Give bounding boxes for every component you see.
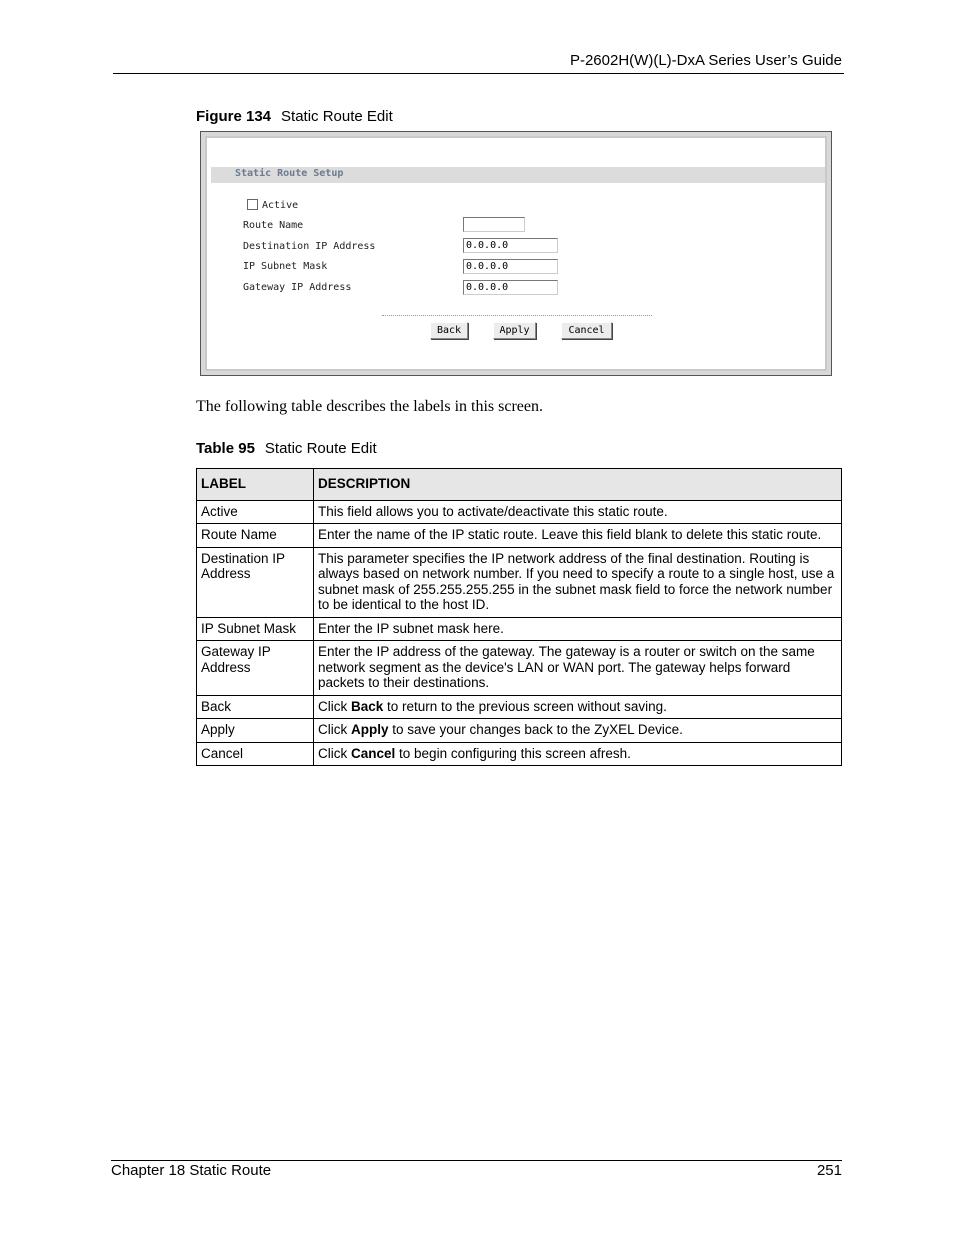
subnet-mask-input[interactable]: 0.0.0.0 — [463, 259, 558, 274]
table-row — [197, 547, 842, 617]
row-label: Apply — [197, 719, 314, 743]
figure-caption — [196, 108, 393, 125]
footer-rule — [111, 1160, 842, 1161]
section-title: Static Route Setup — [235, 168, 344, 179]
row-label: Gateway IP Address — [197, 641, 314, 696]
row-label: Route Name — [197, 524, 314, 548]
row-description: Enter the IP subnet mask here. — [314, 617, 842, 641]
active-label: Active — [262, 200, 299, 211]
desc-text: to begin configuring this screen afresh. — [395, 745, 631, 761]
route-name-input[interactable] — [463, 217, 525, 232]
table-caption-label: Table 95 — [196, 440, 255, 457]
table-row — [197, 500, 842, 524]
row-label: Back — [197, 695, 314, 719]
static-route-edit-figure — [200, 131, 832, 376]
button-separator — [382, 315, 652, 316]
header-rule — [113, 73, 844, 74]
label-description-table — [196, 468, 842, 766]
apply-button[interactable]: Apply — [493, 322, 536, 339]
figure-panel — [205, 136, 827, 371]
intro-paragraph: The following table describes the labels in this screen. — [196, 398, 544, 415]
route-name-label: Route Name — [243, 220, 304, 231]
page-header-title: P-2602H(W)(L)-DxA Series User’s Guide — [569, 52, 842, 69]
row-description — [314, 742, 842, 766]
table-row — [197, 719, 842, 743]
row-description: This parameter specifies the IP network address of the final destination. Routing is always based on network number. If you need to specify a route to a single host, use a subnet mask of 255.255.255.255 in the subnet mask field to force the network number to be identical to the host ID. — [314, 547, 842, 617]
desc-bold-term: Back — [351, 698, 384, 714]
footer-chapter: Chapter 18 Static Route — [111, 1162, 272, 1179]
destination-ip-label: Destination IP Address — [243, 241, 376, 252]
row-description: Enter the name of the IP static route. Leave this field blank to delete this static route. — [314, 524, 842, 548]
row-label: Active — [197, 500, 314, 524]
figure-caption-text: Static Route Edit — [281, 108, 393, 125]
desc-text: Click — [318, 698, 351, 714]
desc-text: to save your changes back to the ZyXEL Device. — [388, 722, 683, 737]
desc-bold-term: Apply — [351, 722, 389, 737]
row-label: IP Subnet Mask — [197, 617, 314, 641]
table-caption-text: Static Route Edit — [264, 440, 377, 457]
table-row — [197, 524, 842, 548]
description-column-header: DESCRIPTION — [314, 469, 842, 501]
table-row — [197, 742, 842, 766]
row-description — [314, 695, 842, 719]
gateway-ip-input[interactable]: 0.0.0.0 — [463, 280, 558, 295]
table-header-row — [197, 469, 842, 501]
section-header-bar — [211, 167, 825, 183]
table-caption — [196, 440, 377, 457]
row-label: Cancel — [197, 742, 314, 766]
destination-ip-input[interactable]: 0.0.0.0 — [463, 238, 558, 253]
active-checkbox[interactable] — [247, 199, 258, 210]
back-button[interactable]: Back — [430, 322, 468, 339]
cancel-button[interactable]: Cancel — [561, 322, 612, 339]
desc-bold-term: Cancel — [351, 745, 396, 761]
row-label: Destination IP Address — [197, 547, 314, 617]
table-row — [197, 617, 842, 641]
desc-text: Click — [318, 722, 351, 737]
subnet-mask-label: IP Subnet Mask — [243, 261, 328, 272]
label-column-header: LABEL — [197, 469, 314, 501]
desc-text: to return to the previous screen without saving. — [383, 698, 667, 714]
footer-page-number: 251 — [816, 1162, 842, 1179]
row-description: This field allows you to activate/deactivate this static route. — [314, 500, 842, 524]
table-row — [197, 695, 842, 719]
gateway-ip-label: Gateway IP Address — [243, 282, 352, 293]
row-description — [314, 719, 842, 743]
desc-text: Click — [318, 745, 351, 761]
figure-caption-label: Figure 134 — [196, 108, 272, 125]
table-row — [197, 641, 842, 696]
row-description: Enter the IP address of the gateway. The gateway is a router or switch on the same network segment as the device's LAN or WAN port. The gateway helps forward packets to their destinations. — [314, 641, 842, 696]
